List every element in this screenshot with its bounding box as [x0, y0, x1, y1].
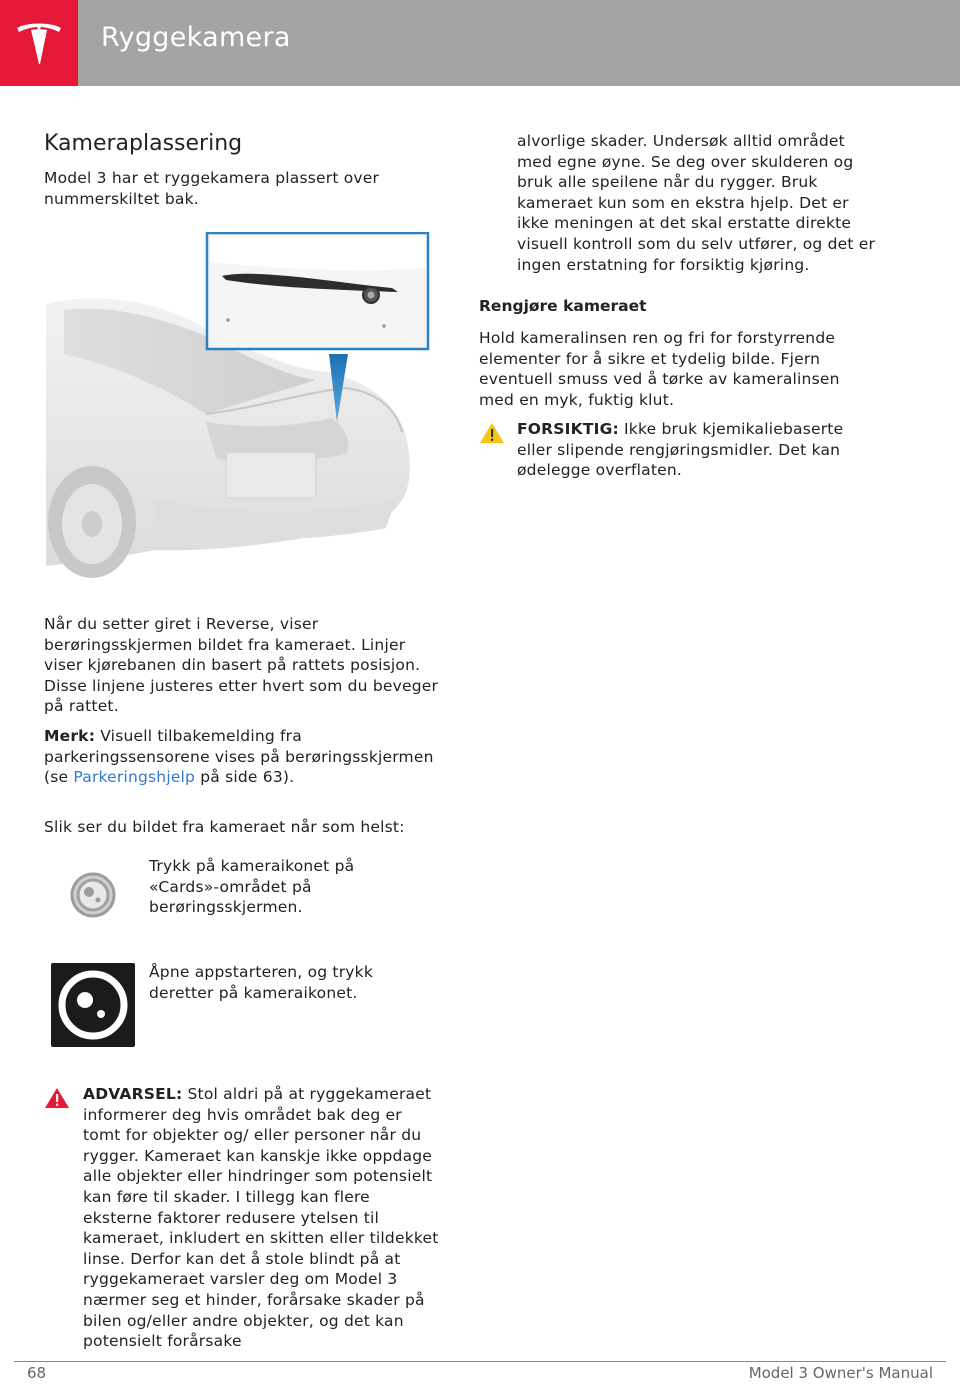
- intro-text: Model 3 har et ryggekamera plassert over nummerskiltet bak.: [44, 169, 380, 208]
- footer-divider: [14, 1361, 946, 1362]
- caution-text: Ikke bruk kjemikaliebaserte eller slipende rengjøringsmidler. Det kan ødelegge overflaten.: [517, 420, 844, 480]
- parkeringshjelp-link[interactable]: Parkeringshjelp: [73, 768, 196, 787]
- clean-text: Hold kameralinsen ren og fri for forstyrrende elementer for å sikre et tydelig bilde. Fjern eventuell smuss ved å tørke av kameralinsen med en myk, fuktig klut.: [479, 329, 840, 409]
- tesla-logo-icon: [0, 0, 78, 86]
- note-paragraph: [44, 726, 440, 788]
- section-heading: Kameraplassering: [44, 131, 243, 156]
- page-number: 68: [27, 1364, 47, 1382]
- clean-heading: Rengjøre kameraet: [479, 297, 647, 315]
- caution-paragraph: [517, 419, 883, 481]
- warning-label: ADVARSEL:: [83, 1085, 183, 1103]
- rear-camera-illustration: [46, 232, 430, 580]
- note-text-after: på side 63).: [195, 768, 295, 787]
- page-title: Ryggekamera: [101, 22, 291, 53]
- note-label: Merk:: [44, 727, 96, 745]
- caution-label: FORSIKTIG:: [517, 420, 619, 438]
- page-header: [0, 0, 960, 86]
- warning-paragraph: [83, 1084, 441, 1352]
- reverse-description: Når du setter giret i Reverse, viser berøringsskjermen bildet fra kameraet. Linjer viser kjørebanen din basert på rattets posisjon. Disse linjene justeres etter hvert som du beveger på rattet.: [44, 615, 439, 716]
- warning-text: Stol aldri på at ryggekameraet informerer deg hvis området bak deg er tomt for objekter og/ eller personer når du rygger. Kameraet kan kanskje ikke oppdage alle objekter eller hindringer som potensielt kan føre til skader. I tillegg kan flere eksterne faktorer redusere ytelsen til kameraet, inkludert en skitten eller tildekket linse. Derfor kan det å stole blindt på at ryggekameraet varsler deg om Model 3 nærmer seg et hinder, forårsake skader på bilen og/eller andre objekter, og det kan potensielt forårsake: [83, 1085, 439, 1351]
- camera-icon: [70, 872, 116, 918]
- caution-icon: [479, 422, 505, 444]
- warning-icon: [44, 1087, 70, 1109]
- note-text-before: Visuell tilbakemelding fra parkeringssensorene vises på berøringsskjermen (se: [44, 727, 434, 787]
- manual-title: Model 3 Owner's Manual: [748, 1364, 933, 1382]
- warning-continued: alvorlige skader. Undersøk alltid området med egne øyne. Se deg over skulderen og bruk alle speilene når du rygger. Bruk kameraet kun som en ekstra hjelp. Det er ikke meningen at det skal erstatte direkte visuell kontroll som du selv utfører, og det er ingen erstatning for forsiktig kjøring.: [517, 132, 876, 274]
- camera-app-icon: [51, 963, 135, 1047]
- step-launcher-text: Åpne appstarteren, og trykk deretter på kameraikonet.: [149, 963, 374, 1002]
- view-camera-intro: Slik ser du bildet fra kameraet når som helst:: [44, 818, 405, 836]
- step-cards-text: Trykk på kameraikonet på «Cards»-området på berøringsskjermen.: [149, 857, 355, 917]
